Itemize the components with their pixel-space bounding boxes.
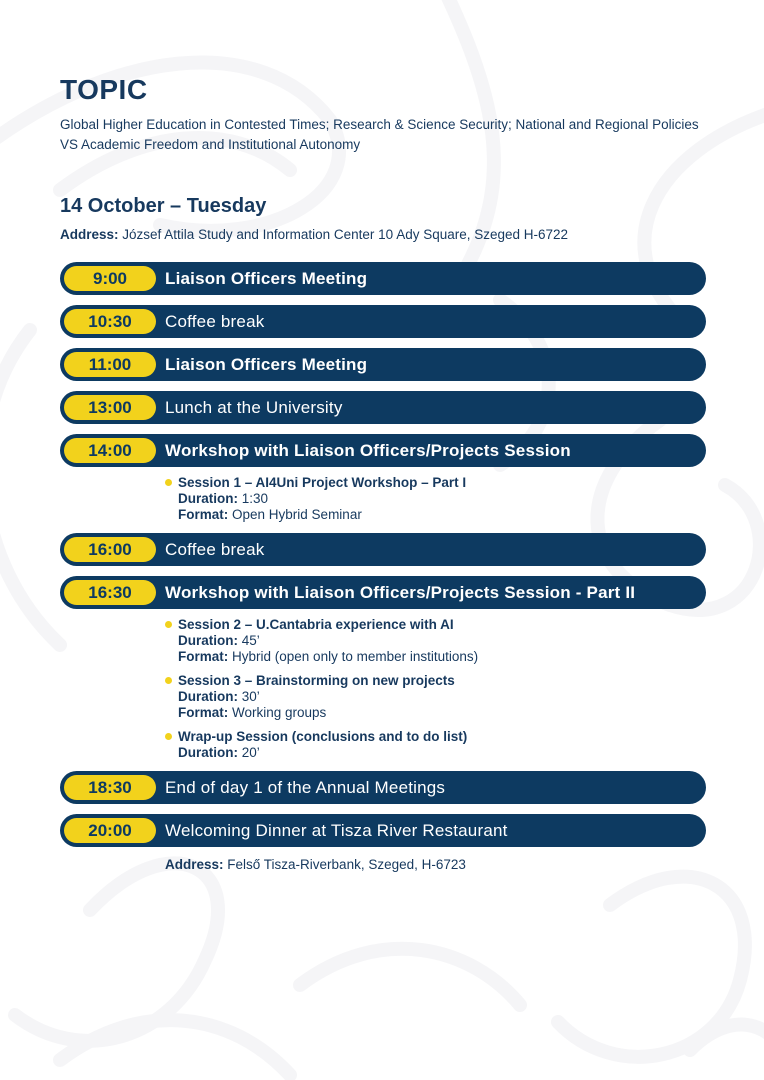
event-title: Liaison Officers Meeting [165,268,368,288]
duration-label: Duration: [178,633,238,648]
session-item [165,475,706,523]
schedule-list [60,262,706,873]
duration-value: 20’ [241,745,260,760]
session-item [165,729,706,761]
session-title-line [165,673,706,689]
address-label: Address: [165,857,224,872]
event-title: End of day 1 of the Annual Meetings [165,777,446,797]
address-text: József Attila Study and Information Center 10 Ady Square, Szeged H-6722 [122,227,569,242]
event-bar [60,576,706,609]
session-duration [165,745,706,761]
schedule-row [60,305,706,338]
format-value: Open Hybrid Seminar [232,507,362,522]
event-time-badge: 9:00 [64,266,156,291]
format-label: Format: [178,705,229,720]
event-time-badge: 11:00 [64,352,156,377]
bullet-icon [165,677,172,684]
event-time-badge: 16:30 [64,580,156,605]
topic-heading: TOPIC [60,74,148,105]
duration-label: Duration: [178,745,238,760]
session-duration [165,491,706,507]
session-title-line [165,617,706,633]
session-format [165,649,706,665]
address-text: Felső Tisza-Riverbank, Szeged, H-6723 [227,857,466,872]
session-format [165,507,706,523]
duration-value: 30’ [241,689,260,704]
schedule-row [60,262,706,295]
session-title-line [165,729,706,745]
event-bar [60,533,706,566]
format-label: Format: [178,507,229,522]
format-value: Hybrid (open only to member institutions) [232,649,479,664]
event-time-badge: 16:00 [64,537,156,562]
session-list [60,617,706,761]
event-time-badge: 20:00 [64,818,156,843]
day-title: 14 October – Tuesday [60,195,267,217]
event-bar [60,348,706,381]
event-bar [60,434,706,467]
bullet-icon [165,479,172,486]
session-duration [165,689,706,705]
format-value: Working groups [232,705,327,720]
session-item [165,673,706,721]
duration-label: Duration: [178,491,238,506]
event-title: Coffee break [165,539,265,559]
event-title: Welcoming Dinner at Tisza River Restaurant [165,820,508,840]
schedule-row [60,434,706,523]
session-title-line [165,475,706,491]
event-time-badge: 13:00 [64,395,156,420]
event-bar [60,262,706,295]
bullet-icon [165,733,172,740]
schedule-row [60,771,706,804]
session-title: Session 2 – U.Cantabria experience with AI [178,617,454,632]
schedule-row [60,814,706,873]
event-note [60,857,706,873]
schedule-row [60,391,706,424]
format-label: Format: [178,649,229,664]
session-title: Session 3 – Brainstorming on new projects [178,673,455,688]
schedule-row [60,348,706,381]
schedule-row [60,576,706,761]
event-title: Lunch at the University [165,397,343,417]
duration-value: 1:30 [241,491,269,506]
duration-value: 45’ [241,633,260,648]
event-time-badge: 18:30 [64,775,156,800]
day-address [60,226,706,243]
topic-description: Global Higher Education in Contested Times; Research & Science Security; National and Regional Policies VS Academic Freedom and Institutional Autonomy [60,117,699,152]
event-title: Coffee break [165,311,265,331]
agenda-page [60,76,706,887]
session-title: Session 1 – AI4Uni Project Workshop – Part I [178,475,467,490]
session-format [165,705,706,721]
bullet-icon [165,621,172,628]
session-duration [165,633,706,649]
address-label: Address: [60,227,119,242]
event-bar [60,391,706,424]
event-title: Workshop with Liaison Officers/Projects Session - Part II [165,582,636,602]
event-time-badge: 14:00 [64,438,156,463]
event-bar [60,305,706,338]
event-bar [60,771,706,804]
duration-label: Duration: [178,689,238,704]
event-bar [60,814,706,847]
session-title: Wrap-up Session (conclusions and to do list) [178,729,468,744]
session-list [60,475,706,523]
schedule-row [60,533,706,566]
event-time-badge: 10:30 [64,309,156,334]
session-item [165,617,706,665]
event-title: Workshop with Liaison Officers/Projects Session [165,440,571,460]
event-title: Liaison Officers Meeting [165,354,368,374]
